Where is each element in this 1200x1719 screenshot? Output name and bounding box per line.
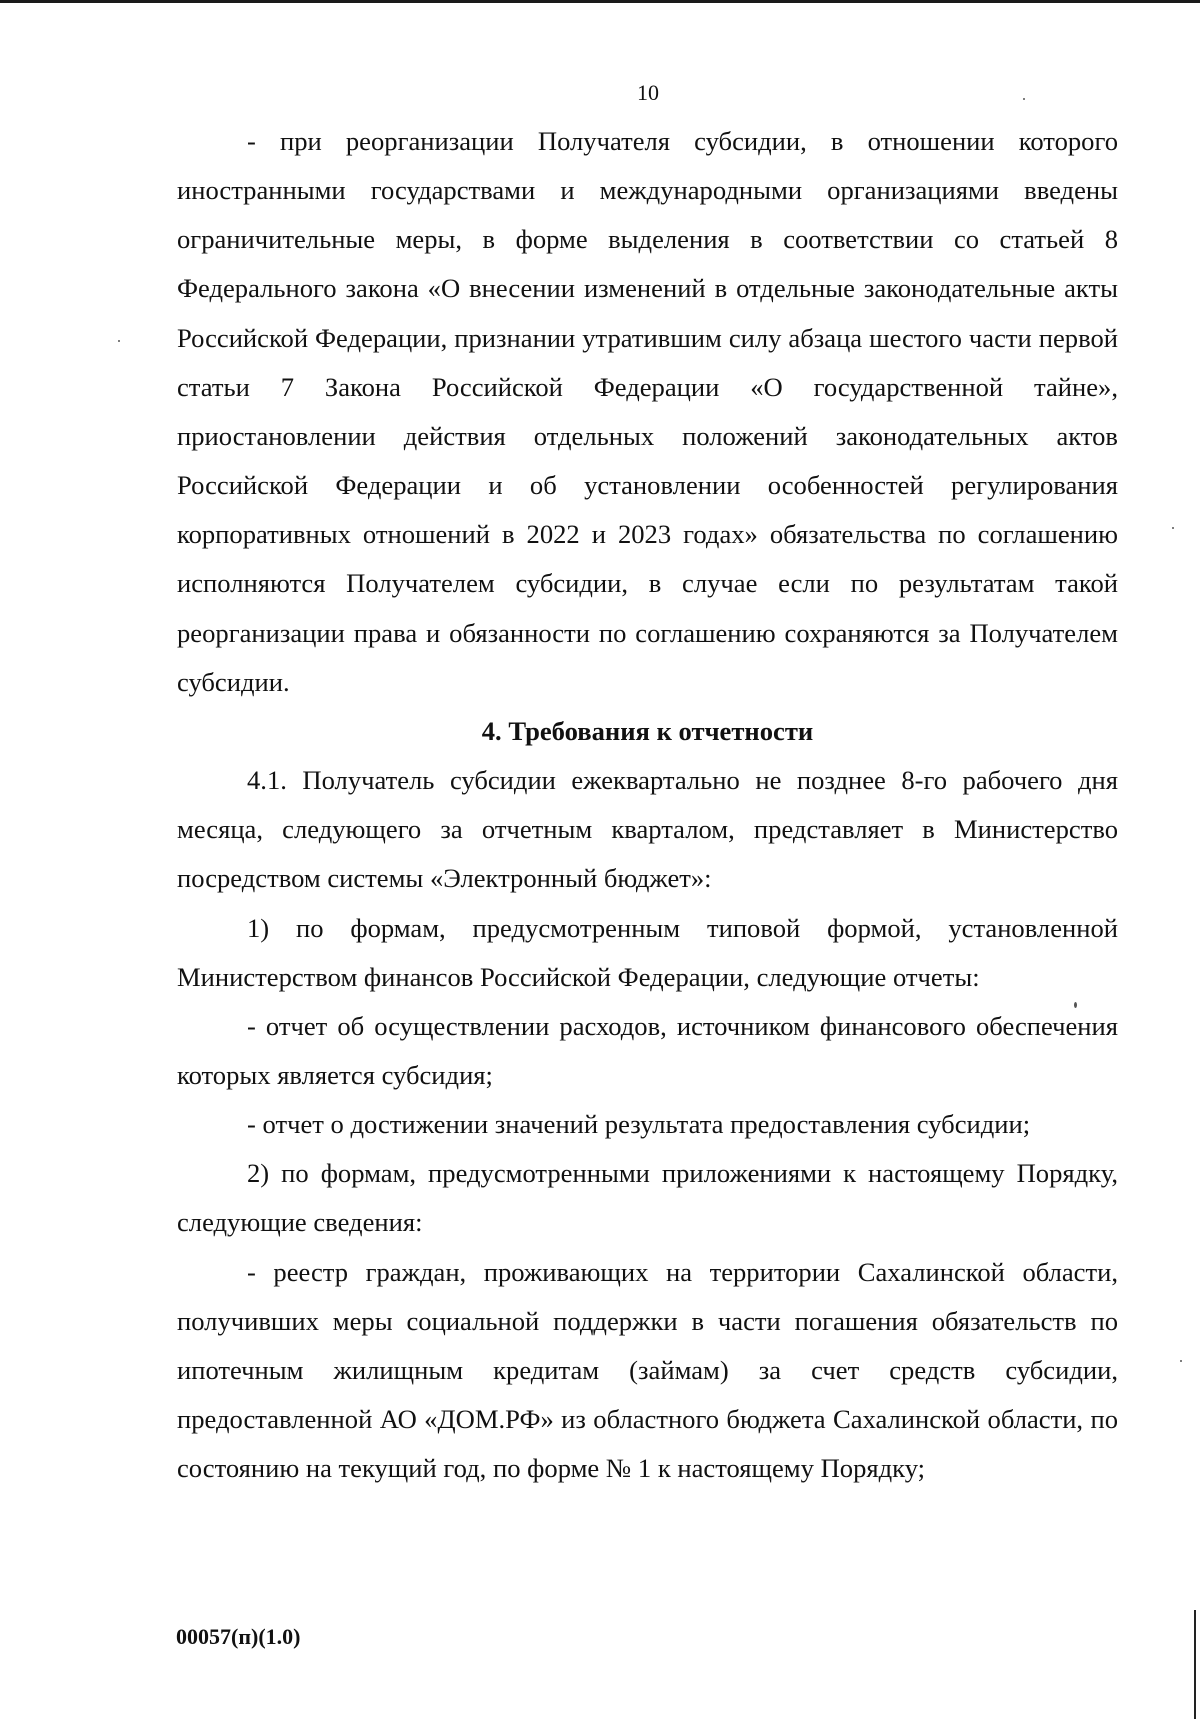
scan-right-edge <box>1194 1610 1196 1719</box>
document-body <box>177 117 1118 1493</box>
scan-top-edge <box>0 0 1200 3</box>
paragraph-reorganization: - при реорганизации Получателя субсидии, в отношении которого иностранными государствами и международными организациями введены ограничительные меры, в форме выделения в соответствии со статьей 8 Федерального закона «О внесении изменений в отдельные законодательные акты Российской Федерации, признании утратившим силу абзаца шестого части первой статьи 7 Закона Российской Федерации «О государственной тайне», приостановлении действия отдельных положений законодательных актов Российской Федерации и об установлении особенностей регулирования корпоративных отношений в 2022 и 2023 годах» обязательства по соглашению исполняются Получателем субсидии, в случае если по результатам такой реорганизации права и обязанности по соглашению сохраняются за Получателем субсидии. <box>177 126 1118 697</box>
document-code: 00057(п)(1.0) <box>176 1624 301 1649</box>
paragraph-report-results: - отчет о достижении значений результата предоставления субсидии; <box>247 1109 1031 1140</box>
scan-speck <box>1180 1360 1182 1362</box>
page-number: 10 <box>637 80 659 105</box>
section-heading-reporting: 4. Требования к отчетности <box>481 715 814 746</box>
paragraph-registry: - реестр граждан, проживающих на территории Сахалинской области, получивших меры социальной поддержки в части погашения обязательств по ипотечным жилищным кредитам (займам) за счет средств субсидии, предоставленной АО «ДОМ.РФ» из областного бюджета Сахалинской области, по состоянию на текущий год, по форме № 1 к настоящему Порядку; <box>177 1256 1118 1484</box>
scan-speck <box>1074 1002 1077 1008</box>
scan-speck <box>1023 98 1025 100</box>
scan-speck <box>1172 527 1174 529</box>
scan-speck <box>118 340 120 342</box>
paragraph-item-2: 2) по формам, предусмотренными приложениями к настоящему Порядку, следующие сведения: <box>177 1158 1118 1238</box>
paragraph-report-expenses: - отчет об осуществлении расходов, источником финансового обеспечения которых является субсидия; <box>177 1010 1118 1090</box>
paragraph-item-1: 1) по формам, предусмотренным типовой формой, установленной Министерством финансов Российской Федерации, следующие отчеты: <box>177 912 1118 992</box>
paragraph-4-1: 4.1. Получатель субсидии ежеквартально не позднее 8-го рабочего дня месяца, следующего за отчетным кварталом, представляет в Министерство посредством системы «Электронный бюджет»: <box>177 765 1118 894</box>
